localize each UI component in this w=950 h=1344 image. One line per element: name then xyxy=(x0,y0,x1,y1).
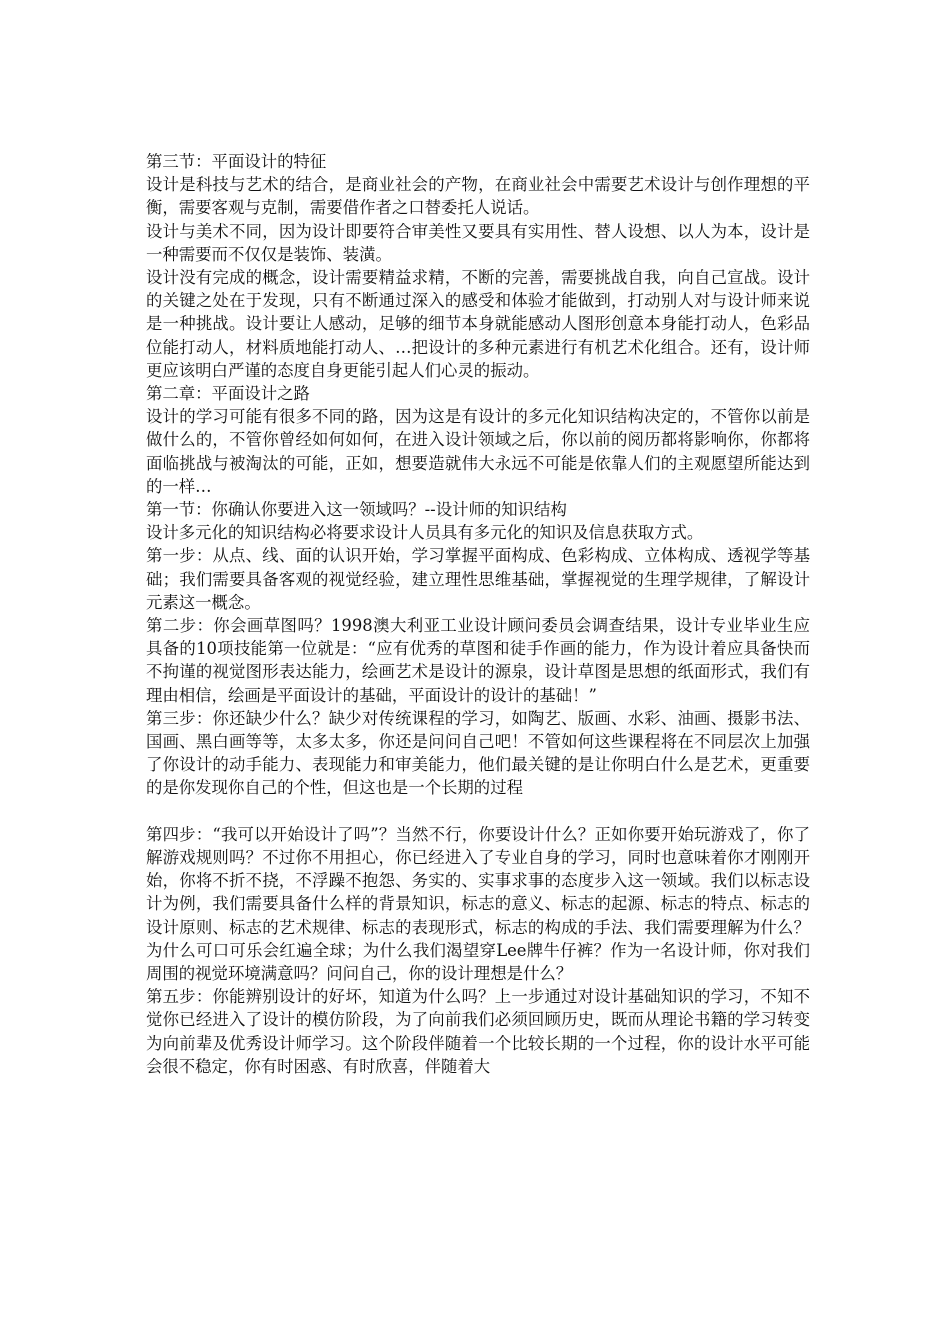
paragraph: 设计没有完成的概念，设计需要精益求精，不断的完善，需要挑战自我，向自己宣战。设计的关键之处在于发现，只有不断通过深入的感受和体验才能做到，打动别人对与设计师来说是一种挑战。设计要让人感动，足够的细节本身就能感动人图形创意本身能打动人，色彩品位能打动人，材料质地能打动人、…把设计的多种元素进行有机艺术化组合。还有，设计师更应该明白严谨的态度自身更能引起人们心灵的振动。 xyxy=(146,268,810,380)
paragraph: 设计是科技与艺术的结合，是商业社会的产物，在商业社会中需要艺术设计与创作理想的平衡，需要客观与克制，需要借作者之口替委托人说话。 xyxy=(146,175,810,218)
step-4-paragraph: 第四步：“我可以开始设计了吗”？当然不行，你要设计什么？正如你要开始玩游戏了，你了解游戏规则吗？不过你不用担心，你已经进入了专业自身的学习，同时也意味着你才刚刚开始，你将不折不挠，不浮躁不抱怨、务实的、实事求事的态度步入这一领域。我们以标志设计为例，我们需要具备什么样的背景知识，标志的意义、标志的起源、标志的特点、标志的设计原则、标志的艺术规律、标志的表现形式，标志的构成的手法、我们需要理解为什么？为什么可口可乐会红遍全球；为什么我们渴望穿Lee牌牛仔裤？作为一名设计师，你对我们周围的视觉环境满意吗？问问自己，你的设计理想是什么？ xyxy=(146,824,810,983)
step-5-paragraph: 第五步：你能辨别设计的好坏，知道为什么吗？上一步通过对设计基础知识的学习，不知不觉你已经进入了设计的模仿阶段，为了向前我们必须回顾历史，既而从理论书籍的学习转变为向前辈及优秀设计师学习。这个阶段伴随着一个比较长期的一个过程，你的设计水平可能会很不稳定，你有时困惑、有时欣喜，伴随着大 xyxy=(146,987,810,1076)
step-2-paragraph: 第二步：你会画草图吗？1998澳大利亚工业设计顾问委员会调查结果，设计专业毕业生应具备的10项技能第一位就是：“应有优秀的草图和徒手作画的能力，作为设计着应具备快而不拘谨的视觉图形表达能力，绘画艺术是设计的源泉，设计草图是思想的纸面形式，我们有理由相信，绘画是平面设计的基础，平面设计的设计的基础！” xyxy=(146,616,810,705)
step-3-paragraph: 第三步：你还缺少什么？缺少对传统课程的学习，如陶艺、版画、水彩、油画、摄影书法、国画、黑白画等等，太多太多，你还是问问自己吧！不管如何这些课程将在不同层次上加强了你设计的动手能力、表现能力和审美能力，他们最关键的是让你明白什么是艺术，更重要的是你发现你自己的个性，但这也是一个长期的过程 xyxy=(146,708,810,798)
paragraph: 设计多元化的知识结构必将要求设计人员具有多元化的知识及信息获取方式。 xyxy=(146,523,704,543)
section-heading-1: 第一节：你确认你要进入这一领域吗？--设计师的知识结构 xyxy=(146,500,567,520)
document-body xyxy=(146,150,810,1078)
paragraph: 设计与美术不同，因为设计即要符合审美性又要具有实用性、替人设想、以人为本，设计是一种需要而不仅仅是装饰、装潢。 xyxy=(146,221,810,264)
section-heading-3: 第三节：平面设计的特征 xyxy=(146,152,327,171)
chapter-heading-2: 第二章：平面设计之路 xyxy=(146,384,310,404)
paragraph: 设计的学习可能有很多不同的路，因为这是有设计的多元化知识结构决定的，不管你以前是做什么的，不管你曾经如何如何，在进入设计领域之后，你以前的阅历都将影响你，你都将面临挑战与被淘汰的可能，正如，想要造就伟大永远不可能是依靠人们的主观愿望所能达到的一样… xyxy=(146,407,810,496)
step-1-paragraph: 第一步：从点、线、面的认识开始，学习掌握平面构成、色彩构成、立体构成、透视学等基础；我们需要具备客观的视觉经验，建立理性思维基础，掌握视觉的生理学规律，了解设计元素这一概念。 xyxy=(146,546,810,612)
paragraph-spacer xyxy=(146,800,810,823)
